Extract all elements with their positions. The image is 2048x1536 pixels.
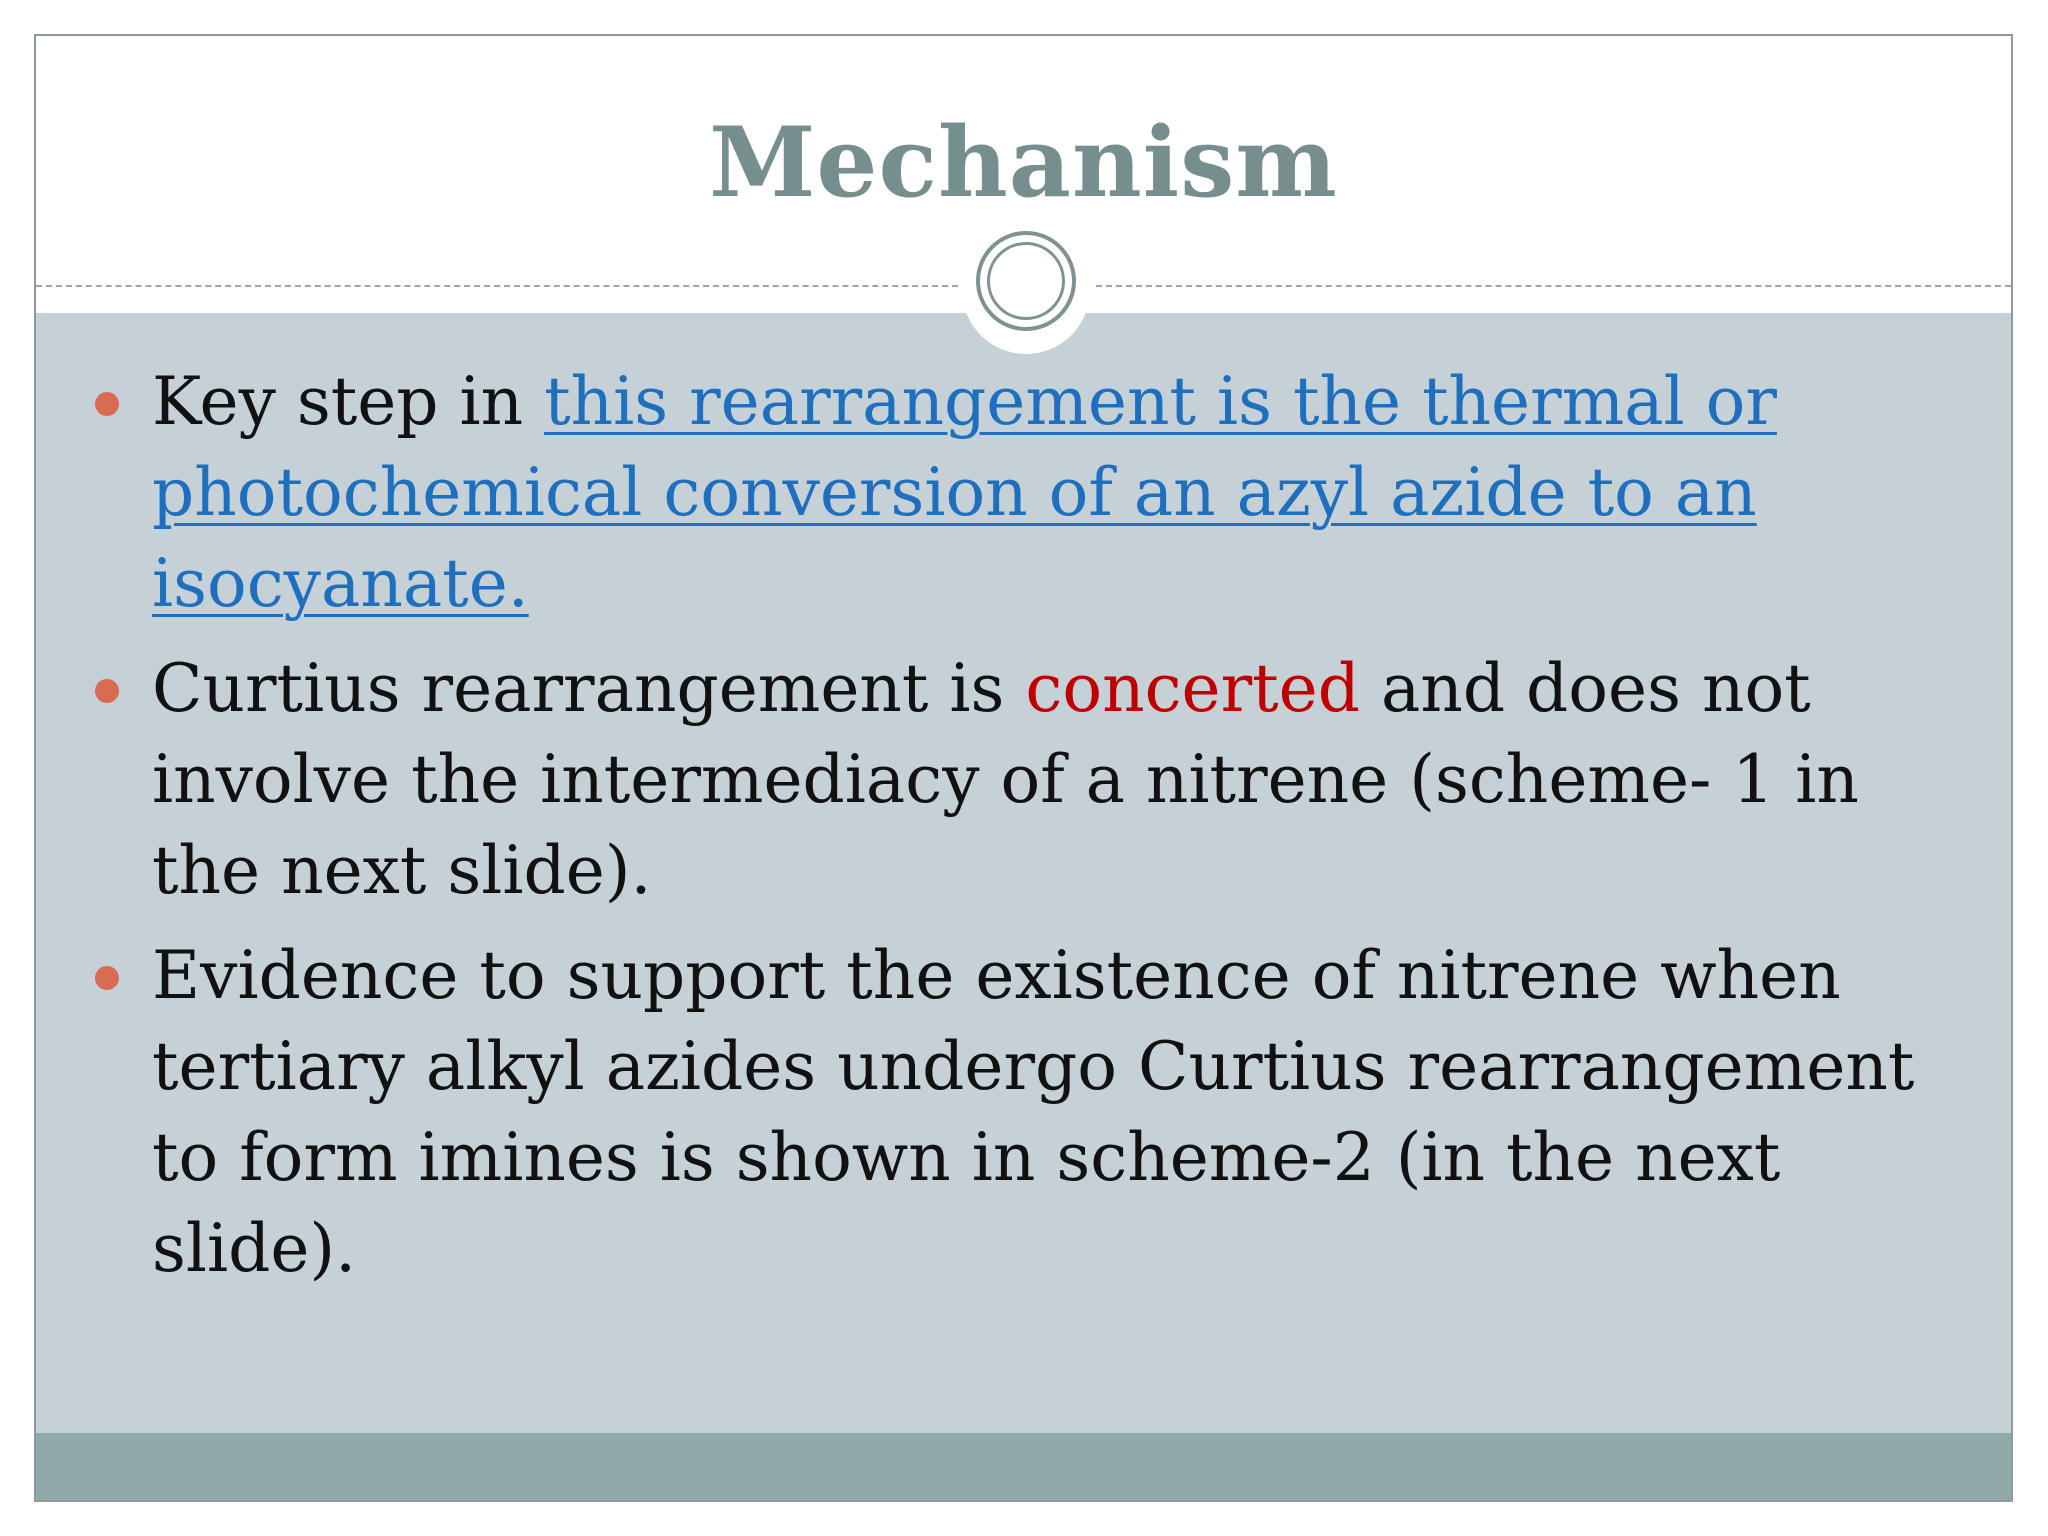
bullet-item-key-step <box>36 356 2011 629</box>
concerted-highlight: concerted <box>1025 650 1360 727</box>
bullet-text: Evidence to support the existence of nitrene when tertiary alkyl azides undergo Curtius rearrangement to form imines is shown in scheme-2 (in the next slide). <box>152 937 1915 1287</box>
footer-band <box>36 1433 2011 1502</box>
bullet-text-after: and does not involve the intermediacy of a nitrene (scheme- 1 in the next slide). <box>152 650 1859 909</box>
slide <box>34 34 2013 1502</box>
slide-title: Mechanism <box>709 106 1338 219</box>
bullet-item-concerted <box>36 643 2011 916</box>
bullet-list <box>36 356 2011 1308</box>
bullet-dot-icon <box>95 966 119 990</box>
bullet-dot-icon <box>95 392 119 416</box>
title-divider-right <box>1096 285 2011 287</box>
divider-circle-inner-ring <box>987 242 1065 320</box>
bullet-lead-text: Key step in <box>152 363 545 440</box>
bullet-text-before: Curtius rearrangement is <box>152 650 1026 727</box>
bullet-dot-icon <box>95 679 119 703</box>
rearrangement-link[interactable]: this rearrangement is the thermal or photochemical conversion of an azyl azide to an isocyanate. <box>152 363 1777 622</box>
title-divider-left <box>36 285 958 287</box>
bullet-item-evidence <box>36 930 2011 1294</box>
